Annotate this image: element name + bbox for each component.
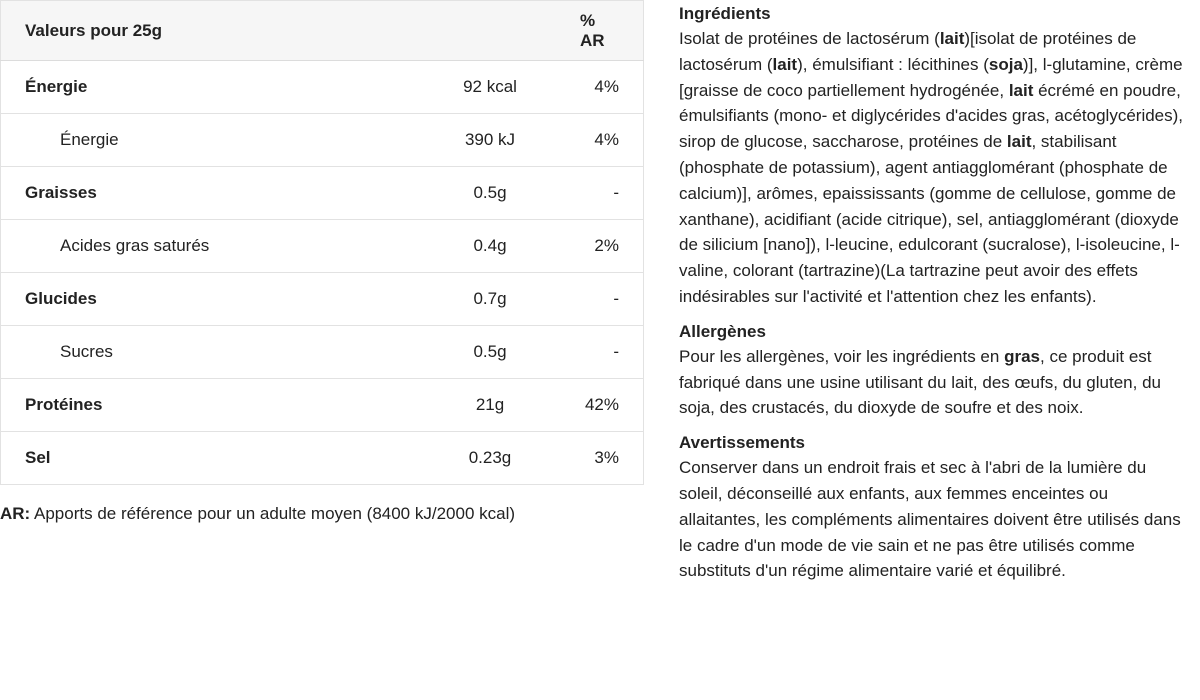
allergen-highlight: lait: [772, 54, 798, 74]
row-value: 0.5g: [400, 167, 580, 220]
allergens-text: [679, 344, 1191, 421]
allergens-title: Allergènes: [679, 321, 766, 341]
allergens-text-part: Pour les allergènes, voir les ingrédients en: [679, 346, 1005, 366]
header-name: Valeurs pour 25g: [1, 1, 401, 61]
nutrition-panel: [0, 0, 644, 525]
header-ar: % AR: [580, 1, 644, 61]
warnings-section: [679, 431, 1191, 584]
table-row: [1, 61, 644, 114]
ingredients-text-part: )], l-glutamine, crème [graisse de coco partiellement hydrogénée,: [679, 54, 1183, 100]
ingredients-section: [679, 2, 1191, 310]
allergens-section: [679, 320, 1191, 421]
note-label: AR:: [0, 504, 31, 523]
row-value: 0.5g: [400, 326, 580, 379]
row-name: Acides gras saturés: [1, 220, 401, 273]
ingredients-text-part: ), émulsifiant : lécithines (: [797, 54, 989, 74]
nutrition-table: [0, 0, 644, 485]
allergens-text-part: , ce produit est fabriqué dans une usine utilisant du lait, des œufs, du gluten, du soja, des crustacés, du dioxyde de soufre et des noix.: [679, 346, 1161, 418]
row-ar: 2%: [580, 220, 644, 273]
allergen-highlight: soja: [988, 54, 1023, 74]
header-value: [400, 1, 580, 61]
table-row: [1, 273, 644, 326]
row-name: Énergie: [1, 61, 401, 114]
table-row: [1, 114, 644, 167]
row-name: Glucides: [1, 273, 401, 326]
allergen-highlight: lait: [1008, 80, 1034, 100]
row-ar: -: [580, 273, 644, 326]
ingredients-text-part: , stabilisant (phosphate de potassium), agent antiagglomérant (phosphate de calcium)], arômes, epaississants (gomme de cellulose, gomme de xanthane), acidifiant (acide citrique), sel, antiagglomérant (dioxyde de silicium [nano]), l-leucine, edulcorant (sucralose), l-isoleucine, l-valine, colorant (tartrazine)(La tartrazine peut avoir des effets indésirables sur l'activité et l'attention chez les enfants).: [679, 132, 1180, 306]
table-row: [1, 220, 644, 273]
row-ar: 4%: [580, 61, 644, 114]
row-name: Énergie: [1, 114, 401, 167]
ingredients-text: [679, 26, 1191, 310]
note-text: Apports de référence pour un adulte moyen (8400 kJ/2000 kcal): [30, 504, 516, 523]
product-info-panel: [679, 2, 1191, 594]
row-value: 0.4g: [400, 220, 580, 273]
row-value: 0.23g: [400, 432, 580, 485]
row-ar: 3%: [580, 432, 644, 485]
row-ar: -: [580, 326, 644, 379]
bold-keyword: gras: [1004, 346, 1040, 366]
row-ar: 42%: [580, 379, 644, 432]
ingredients-text-part: écrémé en poudre, émulsifiants (mono- et diglycérides d'acides gras, acétoglycérides), sirop de glucose, saccharose, protéines de: [679, 80, 1184, 152]
table-row: [1, 326, 644, 379]
reference-intake-note: [0, 503, 644, 525]
ingredients-title: Ingrédients: [679, 4, 771, 23]
row-value: 21g: [400, 379, 580, 432]
row-ar: -: [580, 167, 644, 220]
ingredients-text-part: )[isolat de protéines de lactosérum (: [679, 29, 1137, 74]
warnings-text: Conserver dans un endroit frais et sec à l'abri de la lumière du soleil, déconseillé aux enfants, aux femmes enceintes ou allaitantes, les compléments alimentaires doivent être utilisés dans le cadre d'un mode de vie sain et ne pas être utilisés comme substituts d'un régime alimentaire varié et équilibré.: [679, 458, 1181, 581]
row-name: Protéines: [1, 379, 401, 432]
row-value: 0.7g: [400, 273, 580, 326]
allergen-highlight: lait: [1006, 132, 1032, 152]
allergen-highlight: lait: [939, 29, 965, 48]
row-value: 390 kJ: [400, 114, 580, 167]
table-row: [1, 379, 644, 432]
table-row: [1, 167, 644, 220]
row-value: 92 kcal: [400, 61, 580, 114]
ingredients-text-part: Isolat de protéines de lactosérum (: [679, 29, 940, 48]
warnings-title: Avertissements: [679, 433, 805, 453]
row-name: Graisses: [1, 167, 401, 220]
table-header-row: [1, 1, 644, 61]
row-name: Sucres: [1, 326, 401, 379]
row-name: Sel: [1, 432, 401, 485]
row-ar: 4%: [580, 114, 644, 167]
table-row: [1, 432, 644, 485]
